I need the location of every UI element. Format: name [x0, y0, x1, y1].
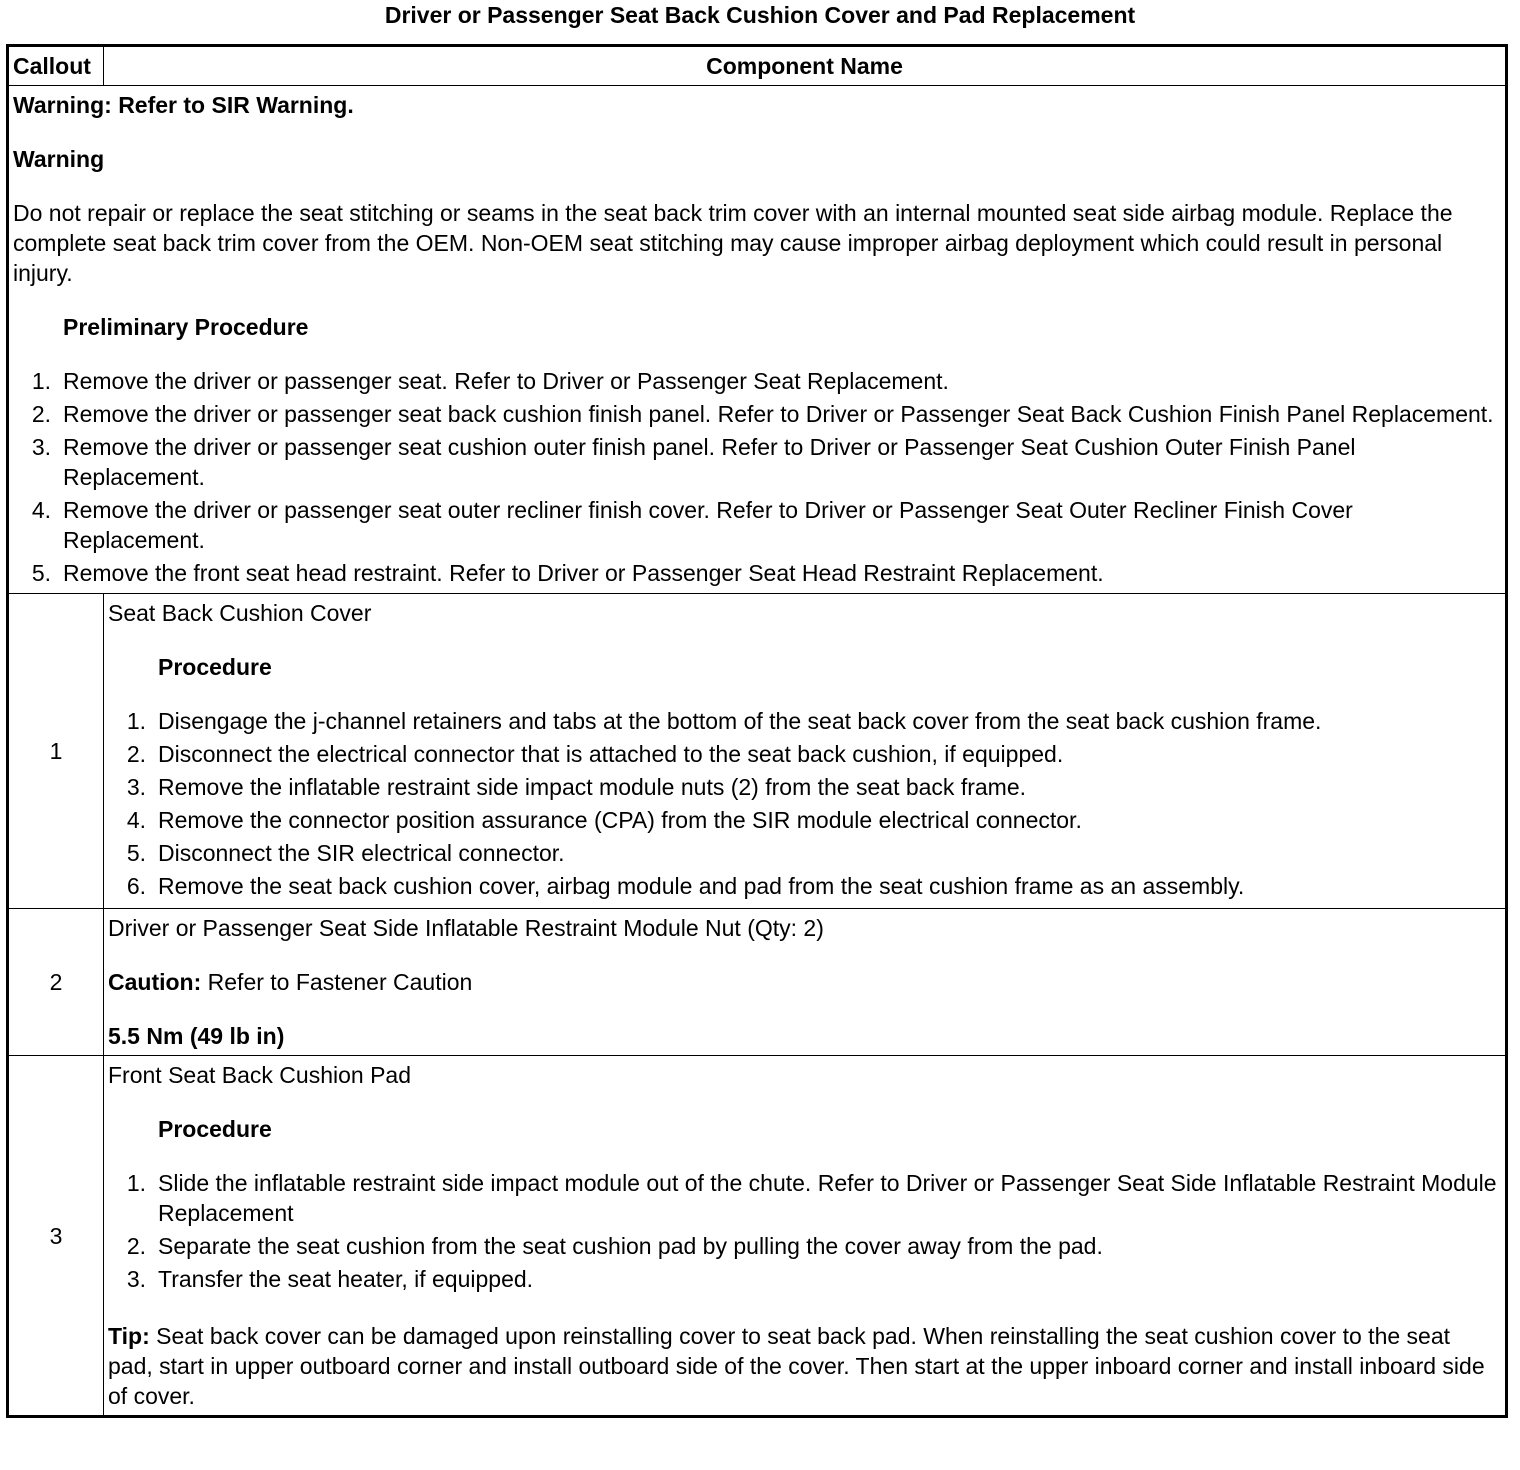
list-item: 6. Remove the seat back cushion cover, airbag module and pad from the seat cushion frame as an assembly. — [126, 873, 1245, 899]
warning-body: Do not repair or replace the seat stitching or seams in the seat back trim cover with an internal mounted seat side airbag module. Replace the complete seat back trim cover from the OEM. Non-OEM seat stitching may cause improper airbag deployment which could result in personal injury. — [13, 200, 1453, 286]
callout-number: 3 — [8, 1056, 104, 1417]
table-row — [8, 1056, 1507, 1417]
tip-text: Seat back cover can be damaged upon reinstalling cover to seat back pad. When reinstalling the seat cushion cover to the seat pad, start in upper outboard corner and install outboard side of the cover. Then start at the upper inboard corner and install inboard side of cover. — [108, 1323, 1485, 1409]
caution-note — [108, 967, 1501, 997]
component-name-header: Component Name — [104, 46, 1507, 86]
torque-spec: 5.5 Nm (49 lb in) — [108, 1023, 285, 1049]
procedure-heading: Procedure — [158, 1116, 272, 1142]
list-item: 5. Remove the front seat head restraint. Refer to Driver or Passenger Seat Head Restraint Replacement. — [31, 560, 1104, 586]
component-name: Seat Back Cushion Cover — [108, 600, 372, 626]
header-row — [8, 46, 1507, 86]
caution-label: Caution: — [108, 969, 202, 995]
list-item: 1. Remove the driver or passenger seat. Refer to Driver or Passenger Seat Replacement. — [31, 368, 949, 394]
component-name: Driver or Passenger Seat Side Inflatable Restraint Module Nut (Qty: 2) — [108, 915, 824, 941]
list-item: 3. Remove the driver or passenger seat cushion outer finish panel. Refer to Driver or Passenger Seat Cushion Outer Finish Panel Replacement. — [31, 434, 1356, 490]
callout-number: 1 — [8, 594, 104, 909]
list-item: 5. Disconnect the SIR electrical connector. — [126, 840, 565, 866]
preliminary-procedure-heading: Preliminary Procedure — [63, 314, 309, 340]
component-name: Front Seat Back Cushion Pad — [108, 1062, 411, 1088]
callout-number: 2 — [8, 909, 104, 1056]
procedure-heading: Procedure — [158, 654, 272, 680]
list-item: 2. Remove the driver or passenger seat back cushion finish panel. Refer to Driver or Passenger Seat Back Cushion Finish Panel Replacement. — [31, 401, 1494, 427]
list-item: 2. Disconnect the electrical connector that is attached to the seat back cushion, if equipped. — [126, 741, 1064, 767]
table-row — [8, 594, 1507, 909]
list-item: 1. Slide the inflatable restraint side impact module out of the chute. Refer to Driver or Passenger Seat Side Inflatable Restraint Module Replacement — [126, 1170, 1497, 1226]
list-item: 1. Disengage the j-channel retainers and tabs at the bottom of the seat back cover from the seat back cushion frame. — [126, 708, 1322, 734]
list-item: 4. Remove the connector position assurance (CPA) from the SIR module electrical connector. — [126, 807, 1082, 833]
tip-label: Tip: — [108, 1323, 150, 1349]
warning-reference-label: Warning: — [13, 92, 112, 118]
document-title: Driver or Passenger Seat Back Cushion Cover and Pad Replacement — [384, 2, 1136, 28]
list-item: 4. Remove the driver or passenger seat outer recliner finish cover. Refer to Driver or Passenger Seat Outer Recliner Finish Cover Replacement. — [31, 497, 1353, 553]
component-cell — [104, 909, 1507, 1056]
list-item: 2. Separate the seat cushion from the seat cushion pad by pulling the cover away from the pad. — [126, 1233, 1103, 1259]
warning-reference-text: Refer to SIR Warning. — [118, 92, 354, 118]
list-item: 3. Remove the inflatable restraint side impact module nuts (2) from the seat back frame. — [126, 774, 1027, 800]
component-cell — [104, 1056, 1507, 1417]
warning-heading: Warning — [13, 146, 105, 172]
procedure-table — [6, 44, 1508, 1418]
procedure-steps — [108, 1168, 1501, 1294]
table-row — [8, 909, 1507, 1056]
list-item: 3. Transfer the seat heater, if equipped. — [126, 1266, 534, 1292]
tip-note — [108, 1321, 1501, 1411]
warning-reference — [13, 90, 1501, 120]
callout-header: Callout — [8, 46, 104, 86]
component-cell — [104, 594, 1507, 909]
preamble-cell — [8, 86, 1507, 594]
preamble-row — [8, 86, 1507, 594]
caution-text: Refer to Fastener Caution — [207, 969, 473, 995]
procedure-steps — [108, 706, 1501, 901]
preliminary-steps — [13, 366, 1501, 588]
